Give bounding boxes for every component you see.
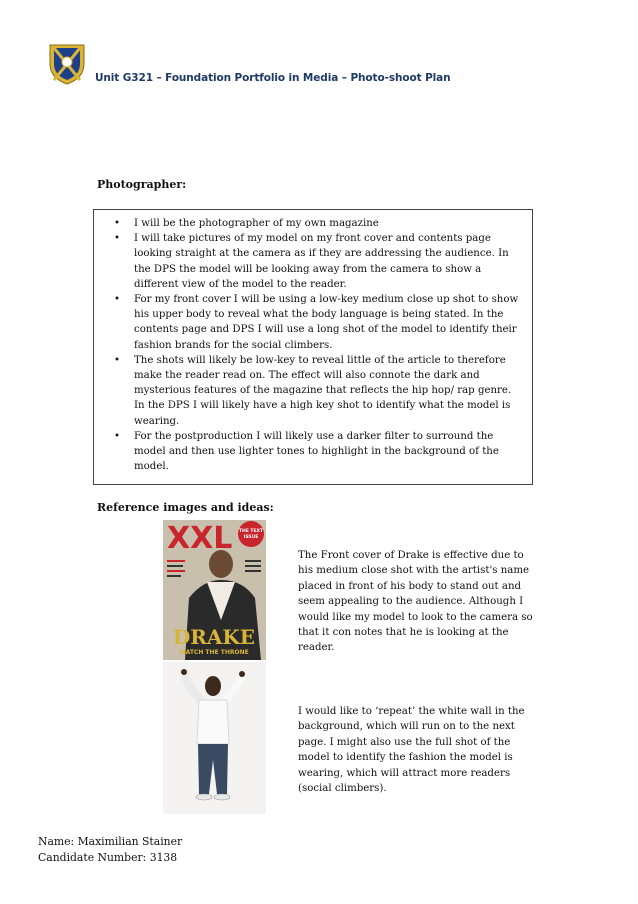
photographer-heading: Photographer:: [97, 178, 187, 191]
bullet-item: [114, 353, 524, 429]
bullet-item: [114, 216, 524, 231]
bullet-text: I will be the photographer of my own magazine: [134, 218, 379, 229]
cover-tagline-text: WATCH THE THRONE: [179, 649, 249, 656]
masthead-text: XXL: [167, 521, 233, 556]
bullet-dot: •: [114, 294, 121, 306]
bullet-dot: •: [114, 354, 121, 366]
bullet-dot: •: [114, 233, 121, 245]
bullet-item: [114, 429, 524, 475]
photographer-bullet-box: [93, 209, 533, 485]
svg-text:THE TEXT: THE TEXT: [238, 529, 264, 534]
caption-full-shot: I would like to ‘repeat’ the white wall in the background, which will run on to the next page. I might also use the full shot of the model to identify the fashion the model is wearing, which will attract more readers (social climbers).: [298, 706, 525, 795]
bullet-item: [114, 292, 524, 353]
cover-name-text: DRAKE: [172, 625, 256, 649]
drake-magazine-cover-image: [163, 520, 266, 660]
school-crest-icon: [47, 42, 87, 86]
bullet-text: For my front cover I will be using a low-key medium close up shot to show his upper body to reveal what the body language is being stated. In the contents page and DPS I will use a long shot of the model to identify their fashion brands for the social climbers.: [134, 294, 519, 351]
bullet-dot: •: [114, 218, 121, 229]
bullet-dot: •: [114, 430, 121, 442]
svg-text:ISSUE: ISSUE: [243, 535, 259, 540]
bullet-text: I will take pictures of my model on my front cover and contents page looking straight at the camera as if they are addressing the audience. In the DPS the model will be looking away from the camera to show a different view of the model to the reader.: [134, 233, 509, 290]
page-title: Unit G321 – Foundation Portfolio in Media – Photo-shoot Plan: [95, 72, 451, 84]
bullet-text: The shots will likely be low-key to reveal little of the article to therefore make the reader read on. The effect will also connote the dark and mysterious features of the magazine that reflects the hip hop/ rap genre. In the DPS I will likely have a high key shot to identify what the model is wearing.: [134, 354, 512, 427]
bullet-item: [114, 231, 524, 292]
caption-front-cover: The Front cover of Drake is effective due to his medium close shot with the artist's name placed in front of his body to stand out and seem appealing to the audience. Although I would like my model to look to the camera so that it con notes that he is looking at the reader.: [298, 550, 533, 654]
full-shot-model-image: [163, 662, 266, 814]
candidate-number: Candidate Number: 3138: [38, 851, 178, 864]
candidate-name: Name: Maximilian Stainer: [38, 835, 183, 848]
references-heading: Reference images and ideas:: [97, 501, 274, 514]
bullet-text: For the postproduction I will likely use a darker filter to surround the model and then use lighter tones to highlight in the background of the model.: [134, 430, 499, 473]
